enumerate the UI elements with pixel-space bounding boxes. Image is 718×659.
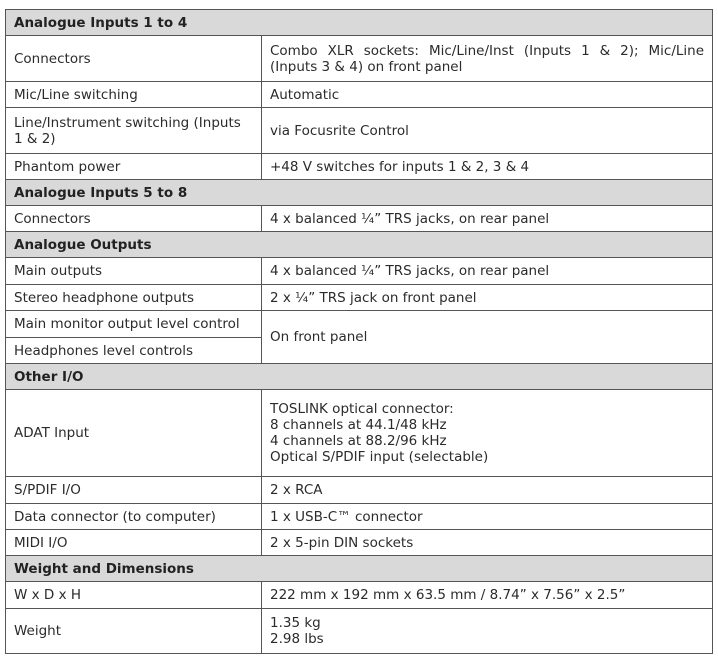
table-row — [6, 36, 713, 82]
spec-value-line: 1.35 kg — [270, 615, 321, 631]
spec-value — [262, 206, 713, 232]
spec-value-line: 4 x balanced ¼” TRS jacks, on rear panel — [270, 210, 550, 227]
spec-value-line: On front panel — [270, 329, 368, 345]
spec-value-line: +48 V switches for inputs 1 & 2, 3 & 4 — [270, 158, 530, 175]
spec-value — [262, 311, 713, 364]
spec-value-line: via Focusrite Control — [270, 122, 409, 139]
spec-label: Connectors — [6, 36, 262, 82]
spec-value — [262, 609, 713, 654]
spec-label: Main outputs — [6, 258, 262, 285]
section-title: Other I/O — [6, 364, 713, 390]
table-row — [6, 258, 713, 285]
spec-value — [262, 258, 713, 285]
section-title: Analogue Inputs 5 to 8 — [6, 180, 713, 206]
spec-value-line: 2 x 5-pin DIN sockets — [270, 534, 414, 551]
table-row — [6, 154, 713, 180]
spec-label: Main monitor output level control — [6, 311, 262, 338]
table-row — [6, 609, 713, 654]
section-header-row — [6, 10, 713, 36]
spec-label: Data connector (to computer) — [6, 504, 262, 530]
table-row — [6, 311, 713, 338]
table-row — [6, 206, 713, 232]
spec-value — [262, 530, 713, 556]
spec-value — [262, 82, 713, 108]
spec-value — [262, 108, 713, 154]
spec-label: Line/Instrument switching (Inputs 1 & 2) — [6, 108, 262, 154]
spec-value — [262, 36, 713, 82]
spec-label: Headphones level controls — [6, 338, 262, 364]
spec-value-line: 222 mm x 192 mm x 63.5 mm / 8.74” x 7.56” x 2.5” — [270, 587, 626, 603]
section-header-row — [6, 180, 713, 206]
section-title: Weight and Dimensions — [6, 556, 713, 582]
spec-label: Weight — [6, 609, 262, 654]
table-row — [6, 108, 713, 154]
table-row — [6, 582, 713, 609]
spec-value-line: 4 channels at 88.2/96 kHz — [270, 433, 447, 449]
spec-label: MIDI I/O — [6, 530, 262, 556]
table-row — [6, 390, 713, 477]
spec-value-line: Automatic — [270, 86, 340, 103]
table-row — [6, 82, 713, 108]
spec-label: Stereo headphone outputs — [6, 285, 262, 311]
spec-value-line: Combo XLR sockets: Mic/Line/Inst (Inputs 1 & 2); Mic/Line (Inputs 3 & 4) on front panel — [270, 42, 704, 75]
spec-value — [262, 285, 713, 311]
section-header-row — [6, 232, 713, 258]
spec-value-line: 8 channels at 44.1/48 kHz — [270, 417, 447, 433]
spec-table — [5, 9, 713, 654]
table-row — [6, 477, 713, 504]
table-row — [6, 504, 713, 530]
spec-label: ADAT Input — [6, 390, 262, 477]
spec-value-line: Optical S/PDIF input (selectable) — [270, 449, 489, 465]
spec-label: Phantom power — [6, 154, 262, 180]
spec-value — [262, 477, 713, 504]
spec-label: S/PDIF I/O — [6, 477, 262, 504]
spec-value-line: TOSLINK optical connector: — [270, 401, 454, 417]
spec-value-line: 4 x balanced ¼” TRS jacks, on rear panel — [270, 263, 550, 279]
spec-label: Mic/Line switching — [6, 82, 262, 108]
spec-value-line: 2.98 lbs — [270, 631, 324, 647]
section-header-row — [6, 364, 713, 390]
spec-value-line: 2 x ¼” TRS jack on front panel — [270, 289, 477, 306]
spec-value-line: 1 x USB-C™ connector — [270, 508, 423, 525]
spec-value-line: 2 x RCA — [270, 482, 323, 498]
spec-value — [262, 582, 713, 609]
spec-label: W x D x H — [6, 582, 262, 609]
section-header-row — [6, 556, 713, 582]
spec-value — [262, 154, 713, 180]
spec-value — [262, 504, 713, 530]
table-row — [6, 530, 713, 556]
section-title: Analogue Inputs 1 to 4 — [6, 10, 713, 36]
section-title: Analogue Outputs — [6, 232, 713, 258]
table-row — [6, 285, 713, 311]
spec-label: Connectors — [6, 206, 262, 232]
spec-value — [262, 390, 713, 477]
